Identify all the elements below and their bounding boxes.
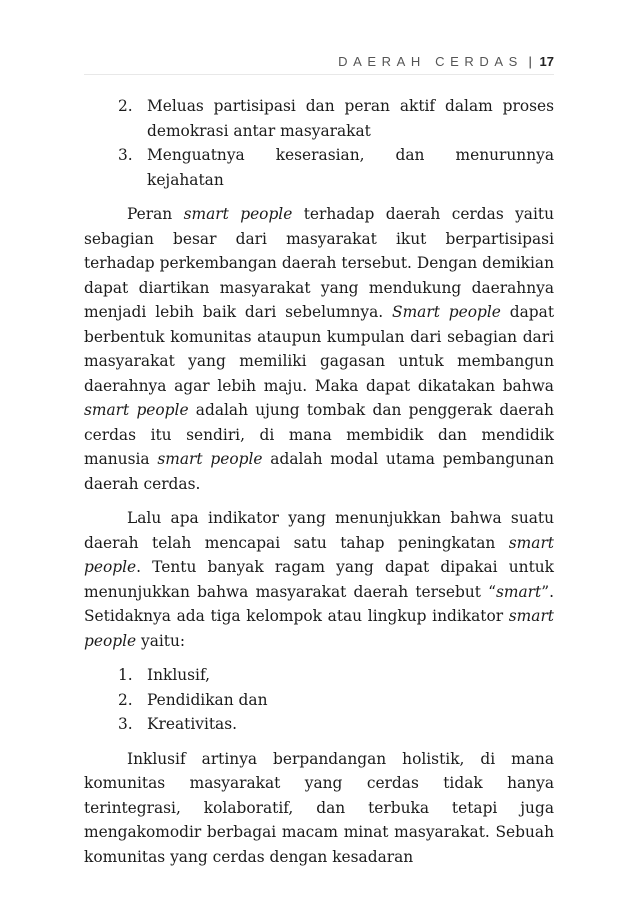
numbered-list-goals: [84, 94, 554, 192]
paragraph-text: Peran: [127, 205, 184, 223]
list-number: 1.: [118, 666, 133, 684]
italic-term: Smart people: [392, 303, 501, 321]
paragraph: [84, 506, 554, 653]
header-rule: [84, 74, 554, 75]
paragraph-text: . Tentu banyak ragam yang dapat dipakai untuk menunjukkan bahwa masyarakat daerah tersebut “: [84, 558, 554, 601]
paragraph-text: ”. Setidaknya ada tiga kelompok atau lingkup indikator: [84, 582, 554, 625]
running-title: DAERAH CERDAS: [338, 54, 523, 69]
list-number: 2.: [118, 97, 133, 115]
paragraph-text: Inklusif artinya berpandangan holistik, di mana komunitas masyarakat yang cerdas tidak hanya terintegrasi, kolaboratif, dan terbuka tetapi juga mengakomodir berbagai macam minat masyarakat. Sebuah komunitas yang cerdas dengan kesadaran: [84, 749, 554, 866]
italic-term: smart people: [84, 607, 554, 650]
header-separator: |: [528, 54, 532, 69]
paragraph: [84, 202, 554, 496]
italic-term: smart people: [183, 205, 293, 223]
page-body: [84, 94, 554, 869]
paragraph-text: adalah ujung tombak dan penggerak daerah cerdas itu sendiri, di mana membidik dan mendidik manusia: [84, 401, 554, 468]
list-item: [84, 712, 554, 737]
list-number: 3.: [118, 715, 133, 733]
paragraph: [84, 747, 554, 870]
numbered-list-indicators: [84, 663, 554, 737]
list-item: [84, 143, 554, 192]
running-header: [0, 54, 554, 69]
paragraph-text: dapat berbentuk komunitas ataupun kumpulan dari sebagian dari masyarakat yang memiliki gagasan untuk membangun daerahnya agar lebih maju. Maka dapat dikatakan bahwa: [84, 303, 554, 395]
page-number: 17: [539, 54, 554, 69]
list-item: [84, 663, 554, 688]
list-number: 3.: [118, 146, 133, 164]
list-number: 2.: [118, 690, 133, 709]
italic-term: smart: [496, 582, 542, 601]
paragraph-text: yaitu:: [136, 631, 186, 650]
italic-term: smart people: [84, 401, 189, 419]
list-item: [84, 94, 554, 143]
italic-term: smart people: [157, 450, 263, 468]
paragraph-text: Lalu apa indikator yang menunjukkan bahwa suatu daerah telah mencapai satu tahap peningkatan: [84, 509, 554, 552]
italic-term: smart people: [84, 533, 554, 576]
list-item-text: Meluas partisipasi dan peran aktif dalam proses demokrasi antar masyarakat: [147, 97, 554, 140]
paragraph-text: terhadap daerah cerdas yaitu sebagian besar dari masyarakat ikut berpartisipasi terhadap perkembangan daerah tersebut. Dengan demikian dapat diartikan masyarakat yang mendukung daerahnya menjadi lebih baik dari sebelumnya.: [84, 205, 554, 321]
list-item-text: Kreativitas.: [147, 715, 238, 733]
list-item-text: Inklusif,: [147, 666, 211, 684]
paragraph-text: adalah modal utama pembangunan daerah cerdas.: [84, 450, 555, 493]
list-item-text: Menguatnya keserasian, dan menurunnya kejahatan: [147, 146, 554, 189]
list-item-text: Pendidikan dan: [147, 690, 268, 709]
list-item: [84, 688, 554, 713]
